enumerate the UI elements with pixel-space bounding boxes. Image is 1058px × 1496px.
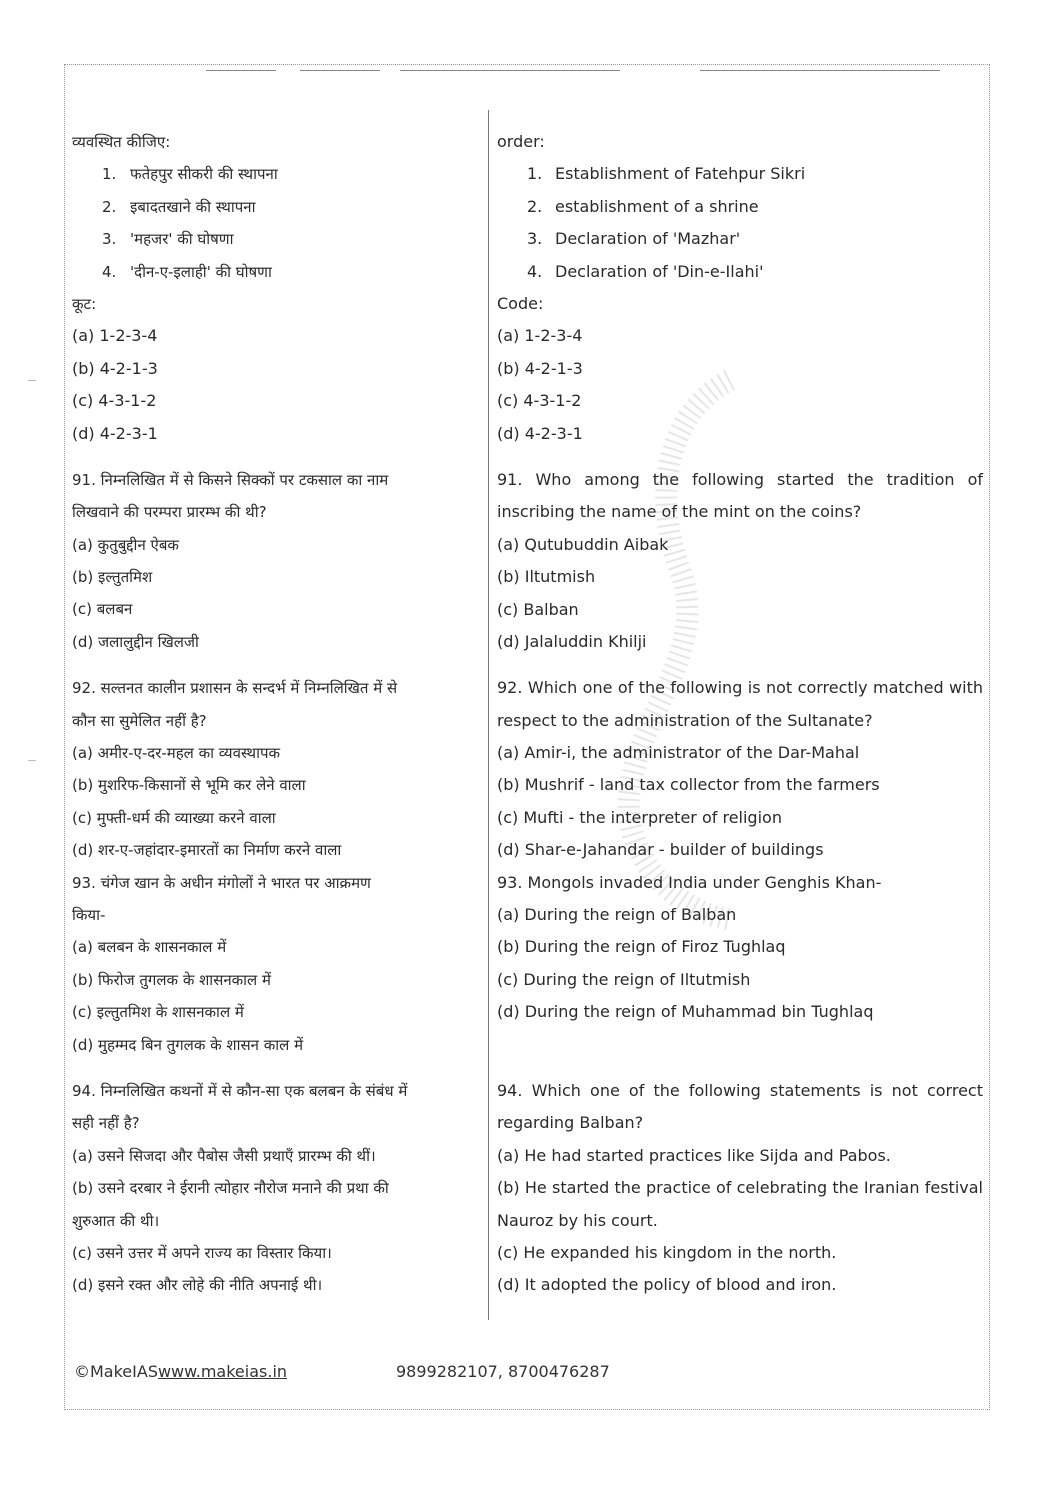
list-item: 1. Establishment of Fatehpur Sikri xyxy=(527,164,806,184)
website-link[interactable]: www.makeias.in xyxy=(157,1362,288,1381)
list-item: 2. establishment of a shrine xyxy=(527,196,759,216)
intro-text: order: xyxy=(497,132,545,151)
list-item: 1. फतेहपुर सीकरी की स्थापना xyxy=(102,165,278,184)
question-91-hi: 91. निम्नलिखित में से किसने सिक्कों पर टकसाल का नाम xyxy=(72,470,389,489)
option: (b) He started the practice of celebrating the Iranian festival Nauroz by his court. xyxy=(497,1178,983,1230)
list-item: 3. Declaration of 'Mazhar' xyxy=(527,229,741,249)
code-option: (d) 4-2-3-1 xyxy=(72,423,158,443)
option: (b) Mushrif - land tax collector from the farmers xyxy=(497,775,880,795)
option: (b) मुशरिफ-किसानों से भूमि कर लेने वाला xyxy=(72,776,306,795)
question-93-hi: 93. चंगेज खान के अधीन मंगोलों ने भारत पर आक्रमण xyxy=(72,873,371,892)
option: (b) इल्तुतमिश xyxy=(72,568,153,587)
option: (a) कुतुबुद्दीन ऐबक xyxy=(72,535,179,554)
top-rule xyxy=(300,70,380,71)
option: (c) इल्तुतमिश के शासनकाल में xyxy=(72,1003,244,1022)
option: (d) It adopted the policy of blood and iron. xyxy=(497,1275,837,1295)
code-label: कूट: xyxy=(72,294,97,313)
option: (a) उसने सिजदा और पैबोस जैसी प्रथाएँ प्रारम्भ की थीं। xyxy=(72,1146,376,1165)
option: (d) मुहम्मद बिन तुगलक के शासन काल में xyxy=(72,1035,304,1054)
question-93-hi-cont: किया- xyxy=(72,905,106,924)
question-92-hi: 92. सल्तनत कालीन प्रशासन के सन्दर्भ में निम्नलिखित में से xyxy=(72,679,398,698)
top-rule xyxy=(400,70,620,71)
list-item: 2. इबादतखाने की स्थापना xyxy=(102,197,256,216)
option: (b) Iltutmish xyxy=(497,567,596,587)
option: (b) During the reign of Firoz Tughlaq xyxy=(497,937,786,957)
option: (a) Qutubuddin Aibak xyxy=(497,534,669,554)
option: (c) मुफ्ती-धर्म की व्याख्या करने वाला xyxy=(72,808,276,827)
option: (c) He expanded his kingdom in the north. xyxy=(497,1243,837,1263)
option: (b) उसने दरबार ने ईरानी त्योहार नौरोज मनाने की प्रथा की xyxy=(72,1179,389,1198)
option: (a) बलबन के शासनकाल में xyxy=(72,938,227,957)
english-column xyxy=(497,126,983,1302)
code-option: (a) 1-2-3-4 xyxy=(497,326,583,346)
question-94-hi: 94. निम्नलिखित कथनों में से कौन-सा एक बलबन के संबंध में xyxy=(72,1081,408,1100)
code-label: Code: xyxy=(497,293,544,313)
code-option: (d) 4-2-3-1 xyxy=(497,423,583,443)
option: (c) Mufti - the interpreter of religion xyxy=(497,807,782,827)
top-rule xyxy=(206,70,276,71)
list-item: 4. Declaration of 'Din-e-Ilahi' xyxy=(527,261,764,281)
option: (d) जलालुद्दीन खिलजी xyxy=(72,632,199,651)
option: (b) फिरोज तुगलक के शासनकाल में xyxy=(72,970,271,989)
option: (c) During the reign of Iltutmish xyxy=(497,969,751,989)
question-92-hi-cont: कौन सा सुमेलित नहीं है? xyxy=(72,711,207,730)
question-92: 92. Which one of the following is not correctly matched with respect to the administration of the Sultanate? xyxy=(497,678,983,730)
option: (a) During the reign of Balban xyxy=(497,905,737,925)
option: (a) He had started practices like Sijda and Pabos. xyxy=(497,1145,891,1165)
footer-phones: 9899282107, 8700476287 xyxy=(396,1362,610,1381)
option: (a) अमीर-ए-दर-महल का व्यवस्थापक xyxy=(72,744,281,763)
option: (a) Amir-i, the administrator of the Dar-Mahal xyxy=(497,743,860,763)
question-91-hi-cont: लिखवाने की परम्परा प्रारम्भ की थी? xyxy=(72,503,267,522)
option: (c) उसने उत्तर में अपने राज्य का विस्तार किया। xyxy=(72,1243,332,1262)
list-item: 4. 'दीन-ए-इलाही' की घोषणा xyxy=(102,262,272,281)
option: (d) Jalaluddin Khilji xyxy=(497,631,647,651)
option: (c) बलबन xyxy=(72,600,133,619)
option: (d) Shar-e-Jahandar - builder of buildings xyxy=(497,840,824,860)
code-option: (c) 4-3-1-2 xyxy=(497,391,582,411)
option: (d) इसने रक्त और लोहे की नीति अपनाई थी। xyxy=(72,1276,323,1295)
top-rule xyxy=(700,70,940,71)
question-94: 94. Which one of the following statements is not correct regarding Balban? xyxy=(497,1081,983,1133)
option: (c) Balban xyxy=(497,599,579,619)
code-option: (b) 4-2-1-3 xyxy=(497,358,583,378)
brand-text: ©MakeIAS xyxy=(74,1362,158,1381)
hindi-column xyxy=(72,126,492,1302)
option: (d) During the reign of Muhammad bin Tughlaq xyxy=(497,1002,874,1022)
code-option: (b) 4-2-1-3 xyxy=(72,358,158,378)
intro-text: व्यवस्थित कीजिए: xyxy=(72,133,171,151)
list-item: 3. 'महजर' की घोषणा xyxy=(102,230,234,249)
margin-mark xyxy=(28,380,36,381)
question-93: 93. Mongols invaded India under Genghis Khan- xyxy=(497,872,882,892)
margin-mark xyxy=(28,760,36,761)
code-option: (c) 4-3-1-2 xyxy=(72,391,157,411)
option: (d) शर-ए-जहांदार-इमारतों का निर्माण करने वाला xyxy=(72,841,342,860)
question-91: 91. Who among the following started the tradition of inscribing the name of the mint on the coins? xyxy=(497,469,983,522)
footer-brand xyxy=(74,1362,287,1381)
code-option: (a) 1-2-3-4 xyxy=(72,326,158,346)
option-cont: शुरुआत की थी। xyxy=(72,1211,160,1230)
question-94-hi-cont: सही नहीं है? xyxy=(72,1114,140,1133)
